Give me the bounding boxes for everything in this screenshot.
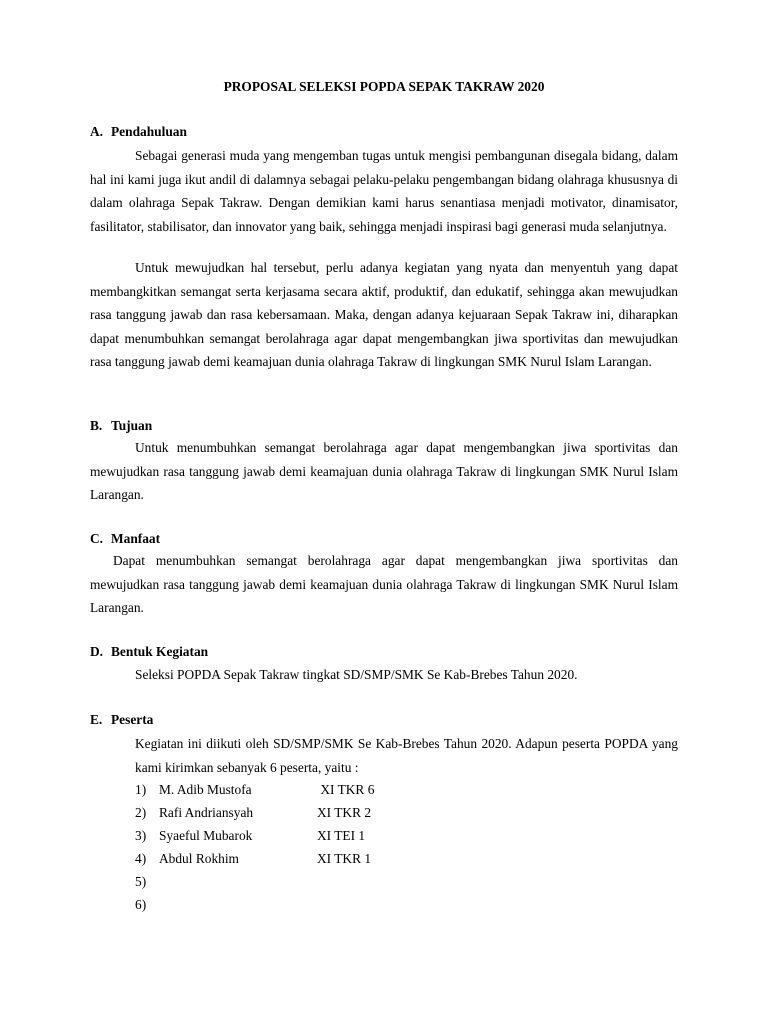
participant-name: Abdul Rokhim <box>159 851 239 866</box>
section-a-paragraph-1: Sebagai generasi muda yang mengemban tugas untuk mengisi pembangunan disegala bidang, dalam hal ini kami juga ikut andil di dalamnya sebagai pelaku-pelaku pengembangan bidang olahraga khususnya di dalam olahraga Sepak Takraw. Dengan demikian kami harus senantiasa menjadi motivator, dinamisator, fasilitator, stabilisator, dan innovator yang baik, sehingga menjadi inspirasi bagi generasi muda selanjutnya. <box>90 148 678 234</box>
section-e-heading <box>90 712 153 728</box>
section-d-letter: D. <box>90 644 104 659</box>
section-b-title: Tujuan <box>111 418 153 433</box>
list-item <box>135 847 535 870</box>
section-d-paragraph: Seleksi POPDA Sepak Takraw tingkat SD/SMP/SMK Se Kab-Brebes Tahun 2020. <box>135 667 578 682</box>
participant-class: XI TKR 1 <box>317 851 372 866</box>
list-item-number: 5) <box>135 874 147 889</box>
list-item <box>135 801 535 824</box>
section-d-heading <box>90 644 208 660</box>
section-a-title: Pendahuluan <box>111 124 187 139</box>
list-item-number: 3) <box>135 828 147 843</box>
participant-class: XI TKR 2 <box>317 805 372 820</box>
participant-class: XI TEI 1 <box>317 828 366 843</box>
section-d-title: Bentuk Kegiatan <box>111 644 209 659</box>
participant-name: Syaeful Mubarok <box>159 828 253 843</box>
section-e-paragraph: Kegiatan ini diikuti oleh SD/SMP/SMK Se Kab-Brebes Tahun 2020. Adapun peserta POPDA yang kami kirimkan sebanyak 6 peserta, yaitu : <box>135 736 678 775</box>
section-b-heading <box>90 418 152 434</box>
section-e-letter: E. <box>90 712 103 727</box>
section-c-heading <box>90 531 160 547</box>
participant-class: XI TKR 6 <box>317 782 375 797</box>
section-a-heading <box>90 124 187 140</box>
section-c-letter: C. <box>90 531 104 546</box>
list-item <box>135 778 535 801</box>
section-c-paragraph: Dapat menumbuhkan semangat berolahraga agar dapat mengembangkan jiwa sportivitas dan mewujudkan rasa tanggung jawab demi keamajuan dunia olahraga Takraw di lingkungan SMK Nurul Islam Larangan. <box>90 553 678 616</box>
section-a-paragraph-2: Untuk mewujudkan hal tersebut, perlu adanya kegiatan yang nyata dan menyentuh yang dapat membangkitkan semangat serta kerjasama secara aktif, produktif, dan edukatif, sehingga akan mewujudkan rasa tanggung jawab dan rasa kebersamaan. Maka, dengan adanya kejuaraan Sepak Takraw ini, diharapkan dapat menumbuhkan semangat berolahraga agar dapat mengembangkan jiwa sportivitas dan mewujudkan rasa tanggung jawab demi keamajuan dunia olahraga Takraw di lingkungan SMK Nurul Islam Larangan. <box>90 260 678 370</box>
section-c-title: Manfaat <box>111 531 161 546</box>
list-item-number: 1) <box>135 782 147 797</box>
participant-name: Rafi Andriansyah <box>159 805 254 820</box>
list-item-number: 6) <box>135 897 147 912</box>
section-b-paragraph: Untuk menumbuhkan semangat berolahraga agar dapat mengembangkan jiwa sportivitas dan mewujudkan rasa tanggung jawab demi keamajuan dunia olahraga Takraw di lingkungan SMK Nurul Islam Larangan. <box>90 440 678 503</box>
participant-list <box>135 778 535 916</box>
list-item-number: 4) <box>135 851 147 866</box>
list-item <box>135 893 535 916</box>
section-e-title: Peserta <box>111 712 154 727</box>
list-item <box>135 824 535 847</box>
participant-name: M. Adib Mustofa <box>159 782 252 797</box>
section-a-letter: A. <box>90 124 104 139</box>
section-b-letter: B. <box>90 418 103 433</box>
list-item-number: 2) <box>135 805 147 820</box>
list-item <box>135 870 535 893</box>
document-title: PROPOSAL SELEKSI POPDA SEPAK TAKRAW 2020 <box>223 79 545 94</box>
